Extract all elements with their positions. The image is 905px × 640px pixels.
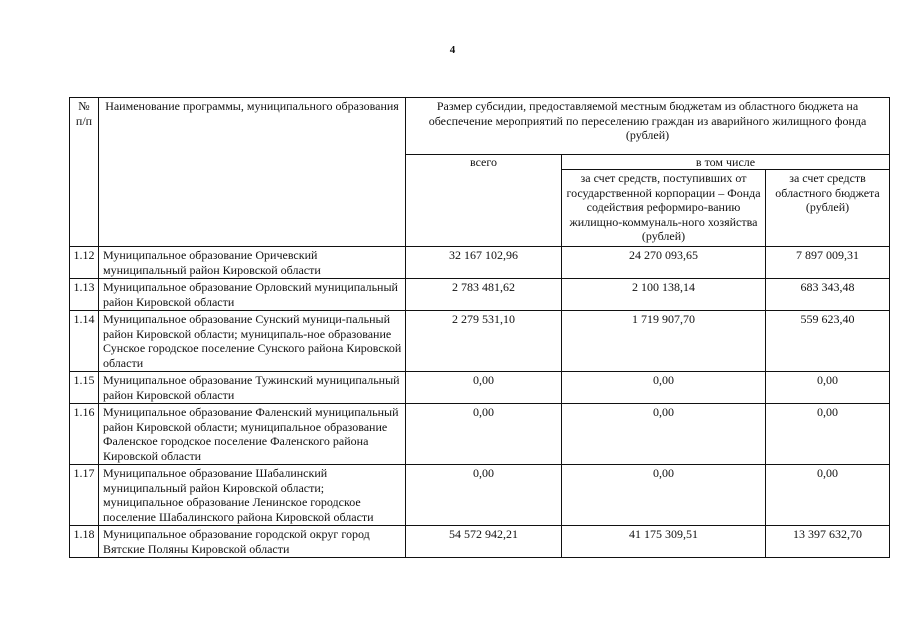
header-subsidy: Размер субсидии, предоставляемой местным бюджетам из областного бюджета на обеспечение мероприятий по переселению граждан из аварийного жилищного фонда (рублей) — [406, 98, 890, 155]
table-row — [70, 404, 890, 465]
row-name: Муниципальное образование Фаленский муниципальный район Кировской области; муниципальное образование Фаленское городское поселение Фаленского района Кировской области — [99, 404, 406, 465]
header-num: № п/п — [70, 98, 99, 247]
header-regional: за счет средств областного бюджета (рублей) — [766, 170, 890, 247]
row-total: 32 167 102,96 — [406, 247, 562, 279]
row-fund: 24 270 093,65 — [562, 247, 766, 279]
row-num: 1.13 — [70, 279, 99, 311]
header-total: всего — [406, 155, 562, 247]
row-name: Муниципальное образование Оричевский муниципальный район Кировской области — [99, 247, 406, 279]
table-row — [70, 526, 890, 558]
row-name: Муниципальное образование Сунский муници-пальный район Кировской области; муниципаль-ное образование Сунское городское поселение Сунского района Кировской области — [99, 311, 406, 372]
row-regional: 559 623,40 — [766, 311, 890, 372]
row-name: Муниципальное образование городской округ город Вятские Поляны Кировской области — [99, 526, 406, 558]
table-row — [70, 247, 890, 279]
row-regional: 0,00 — [766, 404, 890, 465]
table-row — [70, 465, 890, 526]
row-fund: 2 100 138,14 — [562, 279, 766, 311]
row-num: 1.14 — [70, 311, 99, 372]
row-total: 2 783 481,62 — [406, 279, 562, 311]
row-total: 54 572 942,21 — [406, 526, 562, 558]
row-fund: 0,00 — [562, 372, 766, 404]
table-row — [70, 279, 890, 311]
row-num: 1.16 — [70, 404, 99, 465]
row-total: 2 279 531,10 — [406, 311, 562, 372]
header-including: в том числе — [562, 155, 890, 170]
table-row — [70, 311, 890, 372]
row-fund: 1 719 907,70 — [562, 311, 766, 372]
row-regional: 13 397 632,70 — [766, 526, 890, 558]
page-number: 4 — [449, 44, 456, 56]
row-fund: 0,00 — [562, 404, 766, 465]
subsidy-table — [69, 97, 890, 558]
row-name: Муниципальное образование Тужинский муниципальный район Кировской области — [99, 372, 406, 404]
row-total: 0,00 — [406, 404, 562, 465]
row-name: Муниципальное образование Шабалинский муниципальный район Кировской области; муниципальное образование Ленинское городское поселение Шабалинского района Кировской области — [99, 465, 406, 526]
row-regional: 0,00 — [766, 372, 890, 404]
row-regional: 0,00 — [766, 465, 890, 526]
row-fund: 0,00 — [562, 465, 766, 526]
row-num: 1.18 — [70, 526, 99, 558]
row-name: Муниципальное образование Орловский муниципальный район Кировской области — [99, 279, 406, 311]
row-num: 1.12 — [70, 247, 99, 279]
header-name: Наименование программы, муниципального образования — [99, 98, 406, 247]
row-regional: 7 897 009,31 — [766, 247, 890, 279]
row-total: 0,00 — [406, 465, 562, 526]
row-fund: 41 175 309,51 — [562, 526, 766, 558]
header-fund: за счет средств, поступивших от государственной корпорации – Фонда содействия реформиро-ванию жилищно-коммуналь-ного хозяйства (рублей) — [562, 170, 766, 247]
row-num: 1.17 — [70, 465, 99, 526]
row-num: 1.15 — [70, 372, 99, 404]
table-row — [70, 372, 890, 404]
row-total: 0,00 — [406, 372, 562, 404]
row-regional: 683 343,48 — [766, 279, 890, 311]
